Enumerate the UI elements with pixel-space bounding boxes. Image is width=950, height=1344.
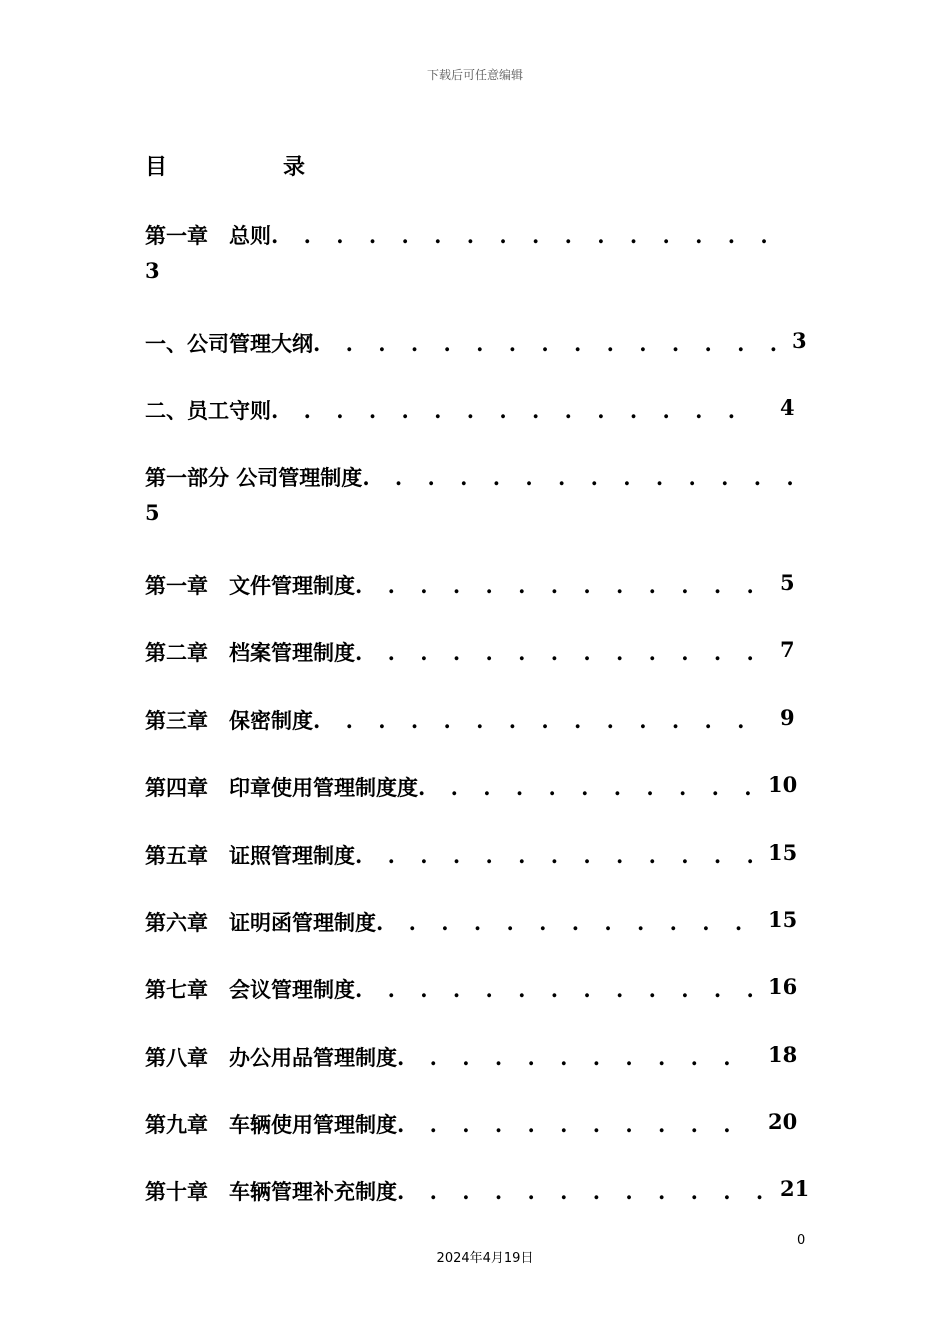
toc-leader-dots: . . . . . . . . . . . . .	[355, 640, 763, 665]
toc-entry-page: 15	[768, 907, 798, 932]
toc-entry-label: 第一章 文件管理制度	[145, 573, 355, 598]
toc-entry-page: 10	[768, 772, 798, 797]
toc-entry[interactable]	[145, 705, 805, 735]
toc-entry-label: 第八章 办公用品管理制度	[145, 1045, 397, 1070]
toc-title	[145, 150, 306, 181]
toc-entry-page: 18	[768, 1042, 798, 1067]
toc-leader-dots: . . . . . . . . . . . . .	[355, 573, 763, 598]
toc-entry[interactable]	[145, 395, 805, 425]
toc-entry-page: 21	[780, 1176, 810, 1201]
toc-entry-label: 第二章 档案管理制度	[145, 640, 355, 665]
toc-entry[interactable]	[145, 570, 805, 600]
toc-entry[interactable]	[145, 907, 805, 937]
page-header: 下载后可任意编辑	[426, 68, 523, 82]
toc-title-left: 目	[145, 154, 168, 180]
toc-leader-dots: . . . . . . . . . . . . . .	[362, 465, 803, 490]
toc-entry[interactable]	[145, 974, 805, 1004]
toc-entry-label: 二、员工守则	[145, 398, 271, 423]
toc-entry-label: 第四章 印章使用管理制度度	[145, 775, 418, 800]
toc-entry-label: 第一章 总则	[145, 223, 271, 248]
page-number: 0	[797, 1233, 806, 1248]
toc-leader-dots: . . . . . . . . . . . . . . .	[271, 398, 745, 423]
toc-entry-label: 第七章 会议管理制度	[145, 977, 355, 1002]
toc-entry[interactable]	[145, 462, 805, 525]
toc-entry[interactable]	[145, 1109, 805, 1139]
toc-leader-dots: . . . . . . . . . . .	[418, 775, 761, 800]
toc-entry[interactable]	[145, 637, 805, 667]
toc-leader-dots: . . . . . . . . . . . . .	[355, 977, 763, 1002]
toc-entry-label: 第六章 证明函管理制度	[145, 910, 376, 935]
toc-entry-page: 3	[145, 258, 160, 283]
toc-leader-dots: . . . . . . . . . . . .	[376, 910, 752, 935]
toc-leader-dots: . . . . . . . . . . . .	[397, 1179, 773, 1204]
toc-entry[interactable]	[145, 840, 805, 870]
toc-entry-page: 15	[768, 840, 798, 865]
toc-entry-page: 20	[768, 1109, 798, 1134]
toc-entry-page: 4	[780, 395, 795, 420]
toc-leader-dots: . . . . . . . . . . . . . .	[313, 708, 754, 733]
toc-entry-label: 第十章 车辆管理补充制度	[145, 1179, 397, 1204]
toc-entry-page: 7	[780, 637, 795, 662]
toc-entry-page: 16	[768, 974, 798, 999]
toc-title-right: 录	[283, 154, 306, 180]
footer-date: 2024年4月19日	[436, 1251, 534, 1266]
toc-entry[interactable]	[145, 220, 805, 283]
toc-entry[interactable]	[145, 1042, 805, 1072]
toc-entry-label: 一、公司管理大纲	[145, 331, 313, 356]
toc-entry[interactable]	[145, 772, 805, 802]
toc-entry[interactable]	[145, 328, 805, 358]
toc-entry-label: 第九章 车辆使用管理制度	[145, 1112, 397, 1137]
toc-leader-dots: . . . . . . . . . . . . . . . .	[271, 223, 777, 248]
toc-entry-page: 5	[145, 500, 160, 525]
toc-entry-page: 5	[780, 570, 795, 595]
toc-leader-dots: . . . . . . . . . . .	[397, 1045, 740, 1070]
toc-entry-label: 第一部分 公司管理制度	[145, 465, 363, 490]
toc-entry[interactable]	[145, 1176, 810, 1206]
toc-entry-page: 9	[780, 705, 795, 730]
toc-leader-dots: . . . . . . . . . . . . .	[355, 843, 763, 868]
toc-leader-dots: . . . . . . . . . . . . . . .	[313, 331, 787, 356]
toc-entry-label: 第五章 证照管理制度	[145, 843, 355, 868]
toc-entry-page: 3	[792, 328, 807, 353]
toc-entry-label: 第三章 保密制度	[145, 708, 313, 733]
toc-leader-dots: . . . . . . . . . . .	[397, 1112, 740, 1137]
